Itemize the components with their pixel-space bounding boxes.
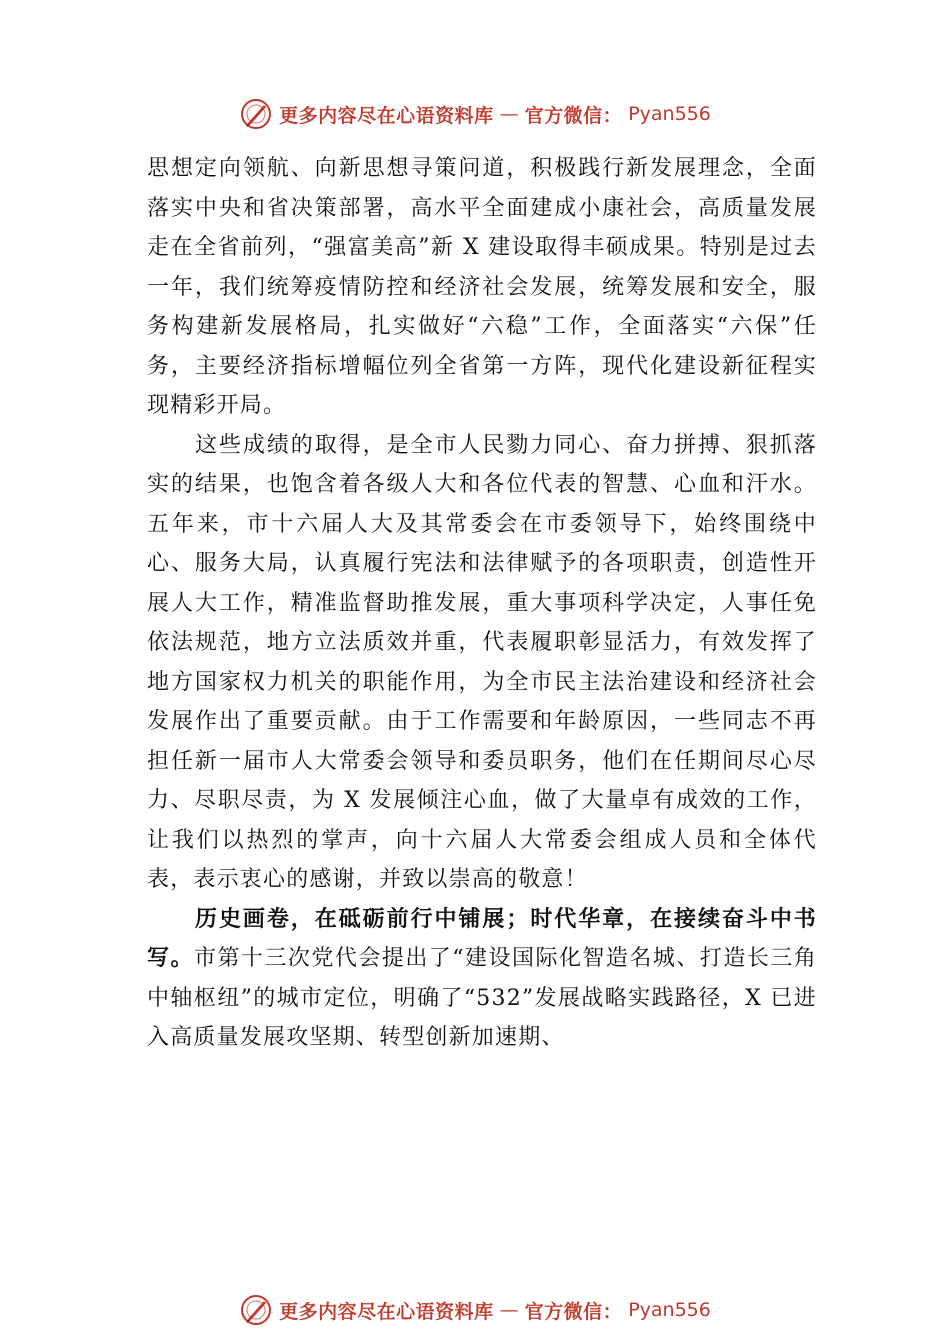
paragraph-2: 这些成绩的取得，是全市人民勠力同心、奋力拼搏、狠抓落实的结果，也饱含着各级人大和各位代表的智慧、心血和汗水。五年来，市十六届人大及其常委会在市委领导下，始终围绕中心、服务大局，认真履行宪法和法律赋予的各项职责，创造性开展人大工作，精准监督助推发展，重大事项科学决定，人事任免依法规范，地方立法质效并重，代表履职彰显活力，有效发挥了地方国家权力机关的职能作用，为全市民主法治建设和经济社会发展作出了重要贡献。由于工作需要和年龄原因，一些同志不再担任新一届市人大常委会领导和委员职务，他们在任期间尽心尽力、尽职尽责，为 X 发展倾注心血，做了大量卓有成效的工作，让我们以热烈的掌声，向十六届人大常委会组成人员和全体代表，表示衷心的感谢，并致以崇高的敬意！: [147, 432, 817, 892]
pen-logo-icon: [239, 1293, 273, 1327]
watermark-text: 更多内容尽在心语资料库: [279, 1300, 494, 1323]
watermark-wechat-label: 官方微信：: [524, 1300, 623, 1323]
watermark-wechat-id: Pyan556: [628, 1299, 711, 1321]
paragraph-3-heading: 历史画卷，在砥砺前行中铺展；时代华章，在接续奋斗中书写。: [147, 906, 817, 971]
paragraph-3: [147, 900, 817, 1058]
watermark-wechat-id: Pyan556: [628, 103, 711, 125]
watermark: [239, 1293, 711, 1327]
watermark-wechat-label: 官方微信：: [524, 104, 623, 127]
watermark: [239, 97, 711, 131]
paragraph-1: 思想定向领航、向新思想寻策问道，积极践行新发展理念，全面落实中央和省决策部署，高水平全面建成小康社会，高质量发展走在全省前列，“强富美高”新 X 建设取得丰硕成果。特别是过去一年，我们统筹疫情防控和经济社会发展，统筹发展和安全，服务构建新发展格局，扎实做好“六稳”工作，全面落实“六保”任务，主要经济指标增幅位列全省第一方阵，现代化建设新征程实现精彩开局。: [147, 156, 817, 418]
paragraph-3-text: 市第十三次党代会提出了“建设国际化智造名城、打造长三角中轴枢纽”的城市定位，明确了“532”发展战略实践路径，X 已进入高质量发展攻坚期、转型创新加速期、: [147, 946, 817, 1050]
watermark-separator: —: [499, 103, 519, 125]
pen-logo-icon: [239, 97, 273, 131]
footer-watermark: [0, 1290, 950, 1330]
watermark-text: 更多内容尽在心语资料库: [279, 104, 494, 127]
watermark-separator: —: [499, 1299, 519, 1321]
document-body: [147, 149, 817, 1058]
header-watermark: [0, 94, 950, 134]
